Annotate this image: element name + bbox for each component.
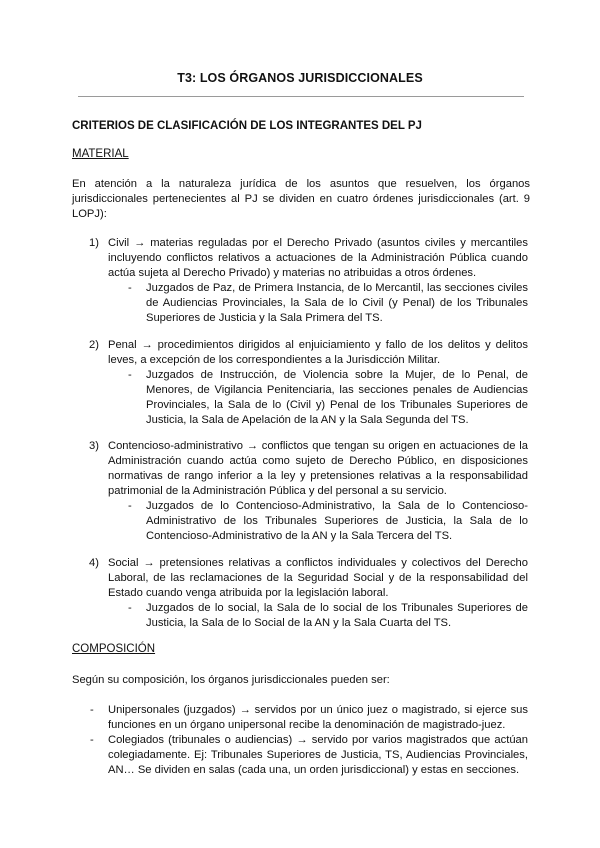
item-sub-social: Juzgados de lo social, la Sala de lo social de los Tribunales Superiores de Justicia, la Sala de lo Social de la AN y la Sala Cuarta del TS. <box>146 602 528 629</box>
item-number: 3) <box>89 440 99 452</box>
bullet-dash: - <box>90 704 94 716</box>
bullet-dash: - <box>90 734 94 746</box>
bullet-dash: - <box>128 369 132 381</box>
composicion-intro: Según su composición, los órganos jurisdiccionales pueden ser: <box>72 674 390 686</box>
composicion-heading: COMPOSICIÓN <box>72 643 156 655</box>
composicion-item-colegiados: Colegiados (tribunales o audiencias) → servido por varios magistrados que actúan colegiadamente. Ej: Tribunales Superiores de Justicia, TS, Audiencias Provinciales, AN… Se dividen en salas (cada una, un orden jurisdiccional) y estas en secciones. <box>108 734 528 776</box>
composicion-item-unipersonales: Unipersonales (juzgados) → servidos por un único juez o magistrado, si ejerce sus funciones en un órgano unipersonal recibe la denominación de magistrado-juez. <box>108 704 528 731</box>
title-divider <box>78 96 524 97</box>
page-title: T3: LOS ÓRGANOS JURISDICCIONALES <box>177 71 423 85</box>
item-text-social: Social → pretensiones relativas a conflictos individuales y colectivos del Derecho Laboral, de las reclamaciones de la Seguridad Social y de la responsabilidad del Estado cuando venga atribuida por la legislación laboral. <box>108 557 528 599</box>
material-heading: MATERIAL <box>72 148 129 160</box>
item-text-contencioso: Contencioso-administrativo → conflictos que tengan su origen en actuaciones de la Administración cuando actúa como sujeto de Derecho Público, en disposiciones normativas de rango inferior a la ley y pretensiones relativas a la responsabilidad patrimonial de la Administración Pública y del personal a su servicio. <box>108 440 528 497</box>
item-sub-contencioso: Juzgados de lo Contencioso-Administrativo, la Sala de lo Contencioso-Administrativo de los Tribunales Superiores de Justicia, la Sala de lo Contencioso-Administrativo de la AN y la Sala Tercera del TS. <box>146 500 528 542</box>
item-number: 1) <box>89 237 99 249</box>
item-sub-civil: Juzgados de Paz, de Primera Instancia, de lo Mercantil, las secciones civiles de Audiencias Provinciales, la Sala de lo Civil (y Penal) de los Tribunales Superiores de Justicia y la Sala Primera del TS. <box>146 282 528 324</box>
bullet-dash: - <box>128 282 132 294</box>
bullet-dash: - <box>128 500 132 512</box>
bullet-dash: - <box>128 602 132 614</box>
material-intro: En atención a la naturaleza jurídica de los asuntos que resuelven, los órganos jurisdiccionales pertenecientes al PJ se dividen en cuatro órdenes jurisdiccionales (art. 9 LOPJ): <box>72 178 530 220</box>
item-number: 4) <box>89 557 99 569</box>
item-number: 2) <box>89 339 99 351</box>
item-sub-penal: Juzgados de Instrucción, de Violencia sobre la Mujer, de lo Penal, de Menores, de Vigilancia Penitenciaria, las secciones penales de Audiencias Provinciales, la Sala de lo (Civil y) Penal de los Tribunales Superiores de Justicia, la Sala de Apelación de la AN y la Sala Segunda del TS. <box>146 369 528 426</box>
item-text-penal: Penal → procedimientos dirigidos al enjuiciamiento y fallo de los delitos y delitos leves, a excepción de los correspondientes a la Jurisdicción Militar. <box>108 339 528 366</box>
section-heading: CRITERIOS DE CLASIFICACIÓN DE LOS INTEGRANTES DEL PJ <box>72 120 422 132</box>
item-text-civil: Civil → materias reguladas por el Derecho Privado (asuntos civiles y mercantiles incluyendo conflictos relativos a actuaciones de la Administración Pública cuando actúa sujeta al Derecho Privado) y materias no atribuidas a otros órdenes. <box>108 237 528 279</box>
